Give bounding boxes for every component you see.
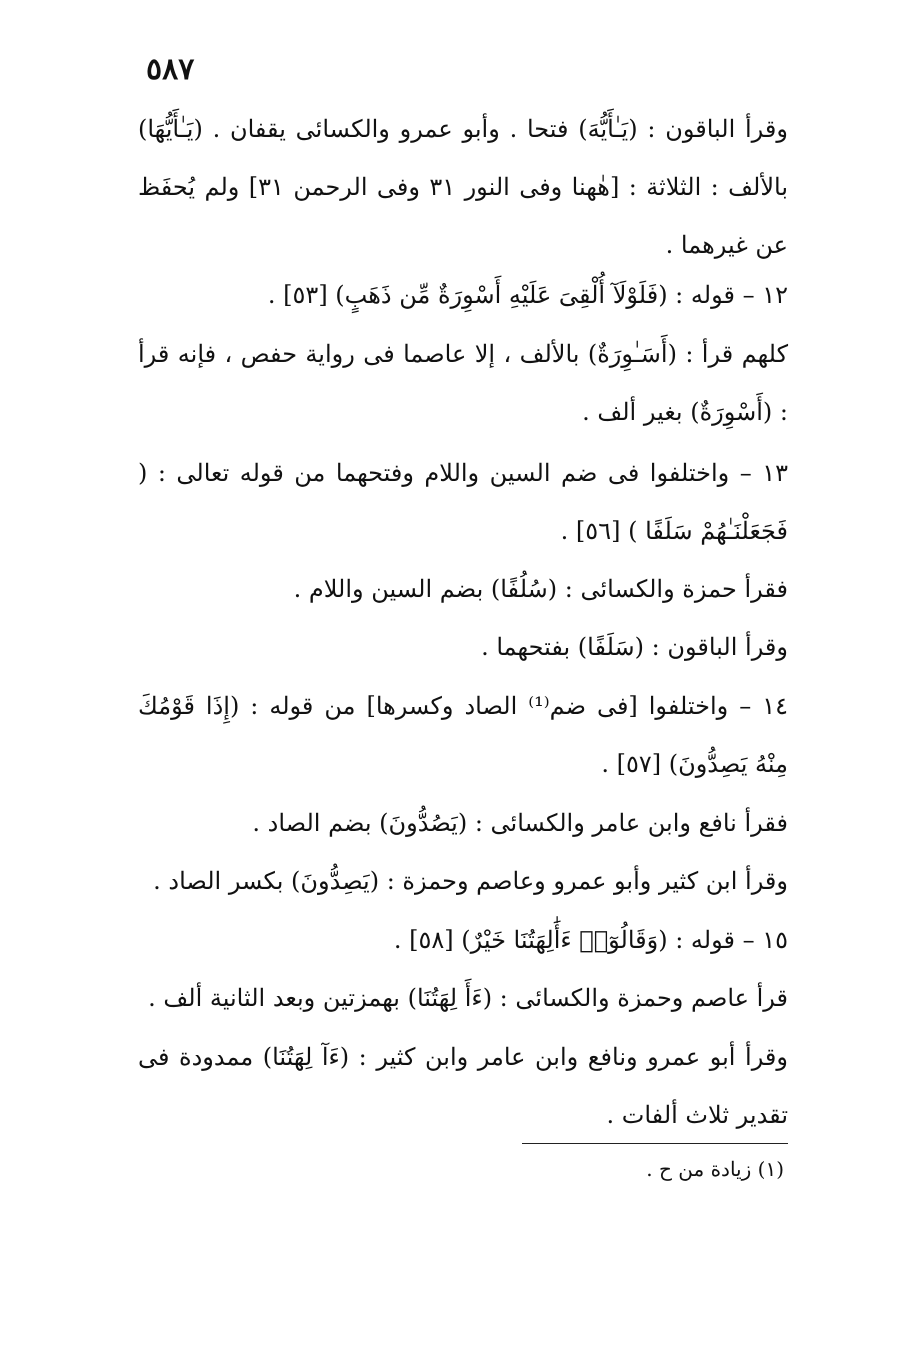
paragraph-item-15: ١٥ – قوله : (وَقَالُوٓا۟ ءَأَٰلِهَتُنَا خَيْرٌ) [٥٨] . [393,926,788,954]
paragraph-reading-12: كلهم قرأ : (أَسَـٰوِرَةٌ) بالألف ، إلا عاصما فى رواية حفص ، فإنه قرأ : (أَسْوِرَةٌ) بغير ألف . [138,340,788,426]
paragraph-reading-15b: وقرأ أبو عمرو ونافع وابن عامر وابن كثير : (ءَآ لِهَتُنَا) ممدودة فى تقدير ثلاث ألفات . [138,1043,788,1129]
paragraph-reading-15a: قرأ عاصم وحمزة والكسائى : (ءَأَ لِهَتُنَا) بهمزتين وبعد الثانية ألف . [148,984,788,1012]
paragraph-continuation: وقرأ الباقون : (يَـٰأَيُّهَ) فتحا . وأبو عمرو والكسائى يقفان . (يَـٰأَيُّهَا) بالألف : الثلاثة : [هٰهنا وفى النور ٣١ وفى الرحمن ٣١] ولم يُحفَظ عن غيرهما . [138,115,789,259]
page-number: ٥٨٧ [146,52,195,87]
paragraph-item-12: ١٢ – قوله : (فَلَوْلَآ أُلْقِىَ عَلَيْهِ أَسْوِرَةٌ مِّن ذَهَبٍ) [٥٣] . [267,281,788,309]
footnote: (١) زيادة من ح . [646,1157,784,1181]
paragraph-item-14: ١٤ – واختلفوا [فى ضم⁽¹⁾ الصاد وكسرها] من قوله : (إِذَا قَوْمُكَ مِنْهُ يَصِدُّونَ) [٥٧] . [138,692,788,778]
paragraph-item-13: ١٣ – واختلفوا فى ضم السين واللام وفتحهما من قوله تعالى : ( فَجَعَلْنَـٰهُمْ سَلَفًا ) [٥٦] . [138,459,788,545]
paragraph-reading-13b: وقرأ الباقون : (سَلَفًا) بفتحهما . [481,633,788,661]
footnote-divider [522,1143,788,1144]
paragraph-reading-14b: وقرأ ابن كثير وأبو عمرو وعاصم وحمزة : (يَصِدُّونَ) بكسر الصاد . [153,867,788,895]
paragraph-reading-14a: فقرأ نافع وابن عامر والكسائى : (يَصُدُّونَ) بضم الصاد . [252,809,788,837]
paragraph-reading-13a: فقرأ حمزة والكسائى : (سُلُفًا) بضم السين واللام . [293,575,788,603]
